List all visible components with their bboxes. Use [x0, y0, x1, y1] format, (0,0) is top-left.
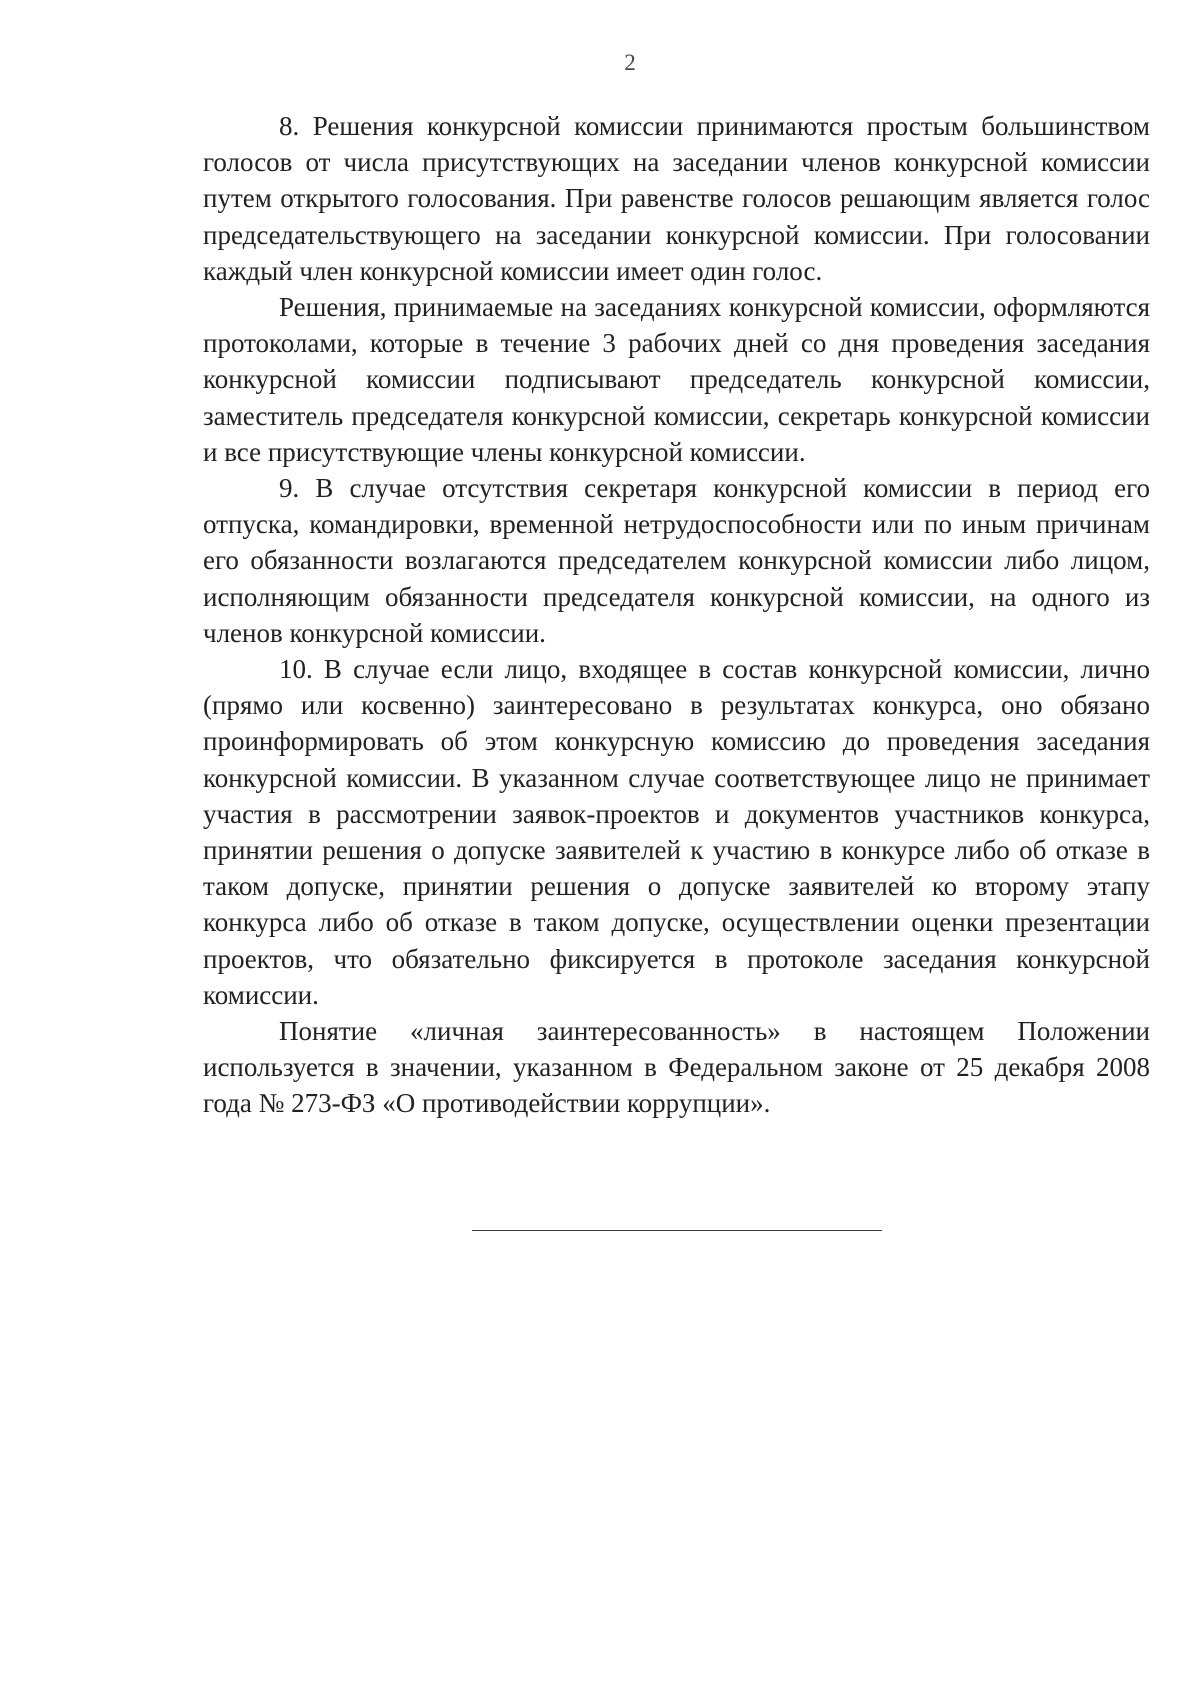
paragraph-personal-interest-definition: Понятие «личная заинтересованность» в настоящем Положении используется в значении, указанном в Федеральном законе от 25 декабря 2008 года № 273-ФЗ «О противодействии коррупции».: [203, 1016, 1150, 1119]
closing-separator-line: [472, 1230, 882, 1231]
paragraph-protocols: Решения, принимаемые на заседаниях конкурсной комиссии, оформляются протоколами, которые в течение 3 рабочих дней со дня проведения заседания конкурсной комиссии подписывают председатель конкурсной комиссии, заместитель председателя конкурсной комиссии, секретарь конкурсной комиссии и все присутствующие члены конкурсной комиссии.: [203, 292, 1150, 467]
paragraph-8-decisions: 8. Решения конкурсной комиссии принимаются простым большинством голосов от числа присутствующих на заседании членов конкурсной комиссии путем открытого голосования. При равенстве голосов решающим является голос председательствующего на заседании конкурсной комиссии. При голосовании каждый член конкурсной комиссии имеет один голос.: [203, 111, 1150, 286]
paragraph-9-secretary-absence: 9. В случае отсутствия секретаря конкурсной комиссии в период его отпуска, командировки, временной нетрудоспособности или по иным причинам его обязанности возлагаются председателем конкурсной комиссии либо лицом, исполняющим обязанности председателя конкурсной комиссии, на одного из членов конкурсной комиссии.: [203, 473, 1150, 648]
document-body: [203, 108, 1150, 1122]
paragraph-10-conflict-of-interest: 10. В случае если лицо, входящее в состав конкурсной комиссии, лично (прямо или косвенно) заинтересовано в результатах конкурса, оно обязано проинформировать об этом конкурсную комиссию до проведения заседания конкурсной комиссии. В указанном случае соответствующее лицо не принимает участия в рассмотрении заявок-проектов и документов участников конкурса, принятии решения о допуске заявителей к участию в конкурсе либо об отказе в таком допуске, принятии решения о допуске заявителей ко второму этапу конкурса либо об отказе в таком допуске, осуществлении оценки презентации проектов, что обязательно фиксируется в протоколе заседания конкурсной комиссии.: [203, 654, 1150, 1010]
page-number: 2: [624, 50, 636, 75]
